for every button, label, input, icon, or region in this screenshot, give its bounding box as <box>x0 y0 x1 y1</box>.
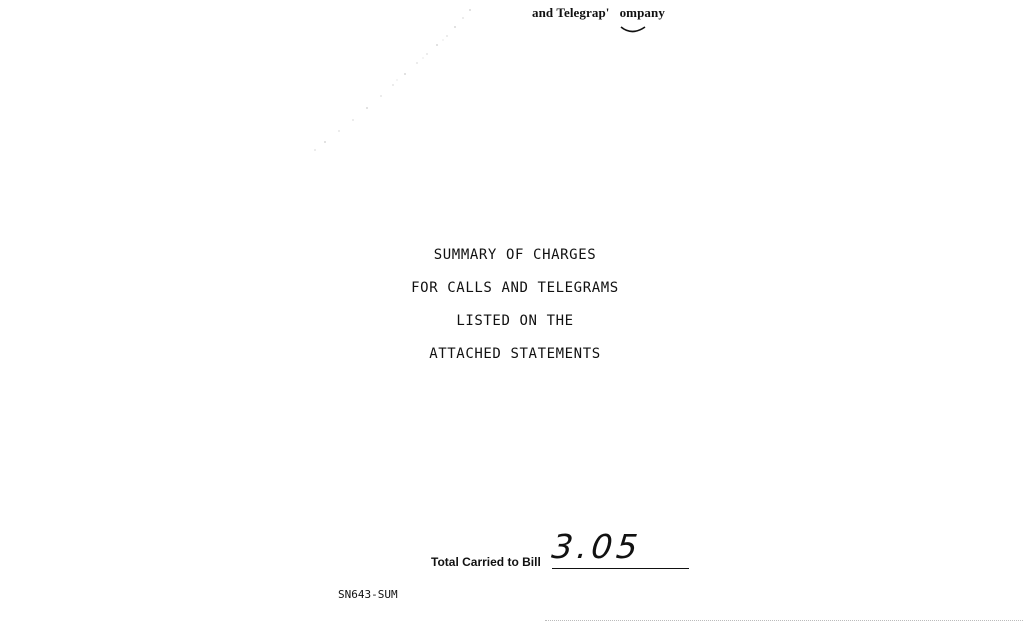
form-code: SN643-SUM <box>338 588 398 601</box>
total-carried-label: Total Carried to Bill <box>431 555 541 569</box>
summary-heading <box>360 244 670 376</box>
handwritten-total-amount: 3.05 <box>549 527 644 566</box>
binding-curl-mark <box>618 22 650 38</box>
company-name-fragment: and Telegrap' ompany <box>532 5 665 20</box>
summary-line: SUMMARY OF CHARGES <box>433 247 597 263</box>
page-edge-dots <box>545 620 1023 621</box>
total-signature-line <box>552 568 689 569</box>
summary-line: FOR CALLS AND TELEGRAMS <box>411 280 619 296</box>
scan-speckles <box>305 0 485 160</box>
summary-line: LISTED ON THE <box>456 313 574 329</box>
summary-line: ATTACHED STATEMENTS <box>429 346 601 362</box>
